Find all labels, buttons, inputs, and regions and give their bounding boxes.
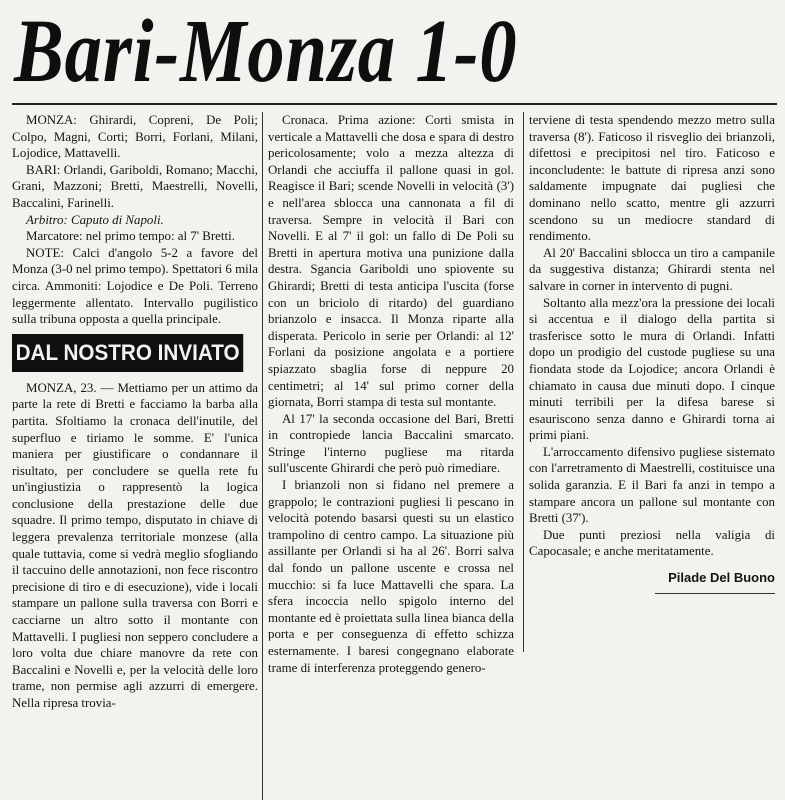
byline-rule: [655, 593, 775, 594]
column-3: [529, 112, 775, 594]
article-paragraph: I brianzoli non si fidano nel premere a grappolo; le contrazioni pugliesi li pescano in velocità potendo basarsi questi su un elastico trampolino di centro campo. La situazione più assillante per Orlandi si ha al 26'. Borri salva dal fondo un pallone uscente e crossa nel mucchio: si fa luce Mattavelli che spara. La sfera incoccia nello spigolo interno del montante ed è proiettata sulla linea bianca della porta e per conseguenza di effetto schizza esternamente. I baresi congegnano elaborate trame di interferenza proteggendo genero-: [268, 478, 514, 675]
article-paragraph: Al 20' Baccalini sblocca un tiro a campanile da suggestiva distanza; Ghirardi stenta nel salvare in corner in intervento di pugni.: [529, 245, 775, 293]
referee-line: Arbitro: Caputo di Napoli.: [26, 212, 164, 227]
headline: Bari-Monza 1-0: [14, 2, 518, 101]
article-paragraph: terviene di testa spendendo mezzo metro sulla traversa (8'). Faticoso il risveglio dei brianzoli, difettosi e precipitosi nel tiro. Faticoso e inconcludente: le battute di ripresa anzi sono saldamente impugnate dai pugliesi che dominano nello scatto, mentre gli azzurri scendono su un mediocre standard di rendimento.: [529, 113, 775, 244]
section-banner: DAL NOSTRO INVIATO: [12, 334, 243, 372]
column-divider: [262, 112, 263, 800]
author-byline: Pilade Del Buono: [668, 570, 775, 586]
article-paragraph: MONZA, 23. — Mettiamo per un attimo da parte la rete di Bretti e facciamo la barba alla partita. Sfoltiamo la cronaca dell'inutile, del superfluo e tiriamo le somme. E' l'unica maniera per giustificare o condannare il risultato, per concludere se quella rete fu un'ingiustizia o rappresentò la logica conclusione della prestazione delle due squadre. Il primo tempo, disputato in chiave di leggera prevalenza territoriale monzese (alla quale tuttavia, come si vedrà meglio sfogliando il taccuino delle annotazioni, non fece riscontro precisione di tiro e di esecuzione), vide i locali stampare un pallone sulla traversa con Borri e cacciarne un altro sotto il montante con Mattavelli. I pugliesi non seppero concludere a loro volta due chiare manovre da rete con Baccalini e Novelli e, per la velocità delle loro trame, non permise agli azzurri di emergere. Nella ripresa trovia-: [12, 380, 258, 710]
article-paragraph: Cronaca. Prima azione: Corti smista in verticale a Mattavelli che dosa e spara di destro pericolosamente; volo a mezza altezza di Orlandi che acciuffa il pallone quasi in gol. Reagisce il Bari; scende Novelli in velocità (3') e nell'area sblocca una cannonata a fil di traversa. Sempre in velocità il Bari con Novelli. E al 7' il gol: un fallo di De Poli su Bretti in apertura motiva una punizione dalla destra. Sgancia Gariboldi uno spiovente su Ghirardi; Bretti di testa anticipa l'uscita (forse con un briciolo di ritardo) del guardiano brianzolo e insacca. Il Monza riparte alla disperata. Pericolo in serie per Orlandi: al 12' Forlani da posizione angolata e a portiere spiazzato sbaglia forse di neppure 20 centimetri; al 14' sul primo corner della giornata, Borri stampa di testa sul montante.: [268, 113, 514, 410]
article-paragraph: Soltanto alla mezz'ora la pressione dei locali si accentua e il dialogo della partita si trasferisce sotto le mura di Orlandi. Infatti dopo un prodigio del custode pugliese su una fiondata stode da Lojodice; ancora Orlandi è chiamato in causa due minuti dopo. I cinque minuti terribili per la difesa barese si esauriscono senza danno e Ghirardi torna ai primi piani.: [529, 295, 775, 443]
article-paragraph: Due punti preziosi nella valigia di Capocasale; e anche meritatamente.: [529, 527, 775, 559]
article-paragraph: Al 17' la seconda occasione del Bari, Bretti in contropiede lancia Baccalini smarcato. Stringe l'interno pugliese ma ritarda sull'uscente Ghirardi che però può rimediare.: [268, 411, 514, 476]
lineup-monza: MONZA: Ghirardi, Copreni, De Poli; Colpo, Magni, Corti; Borri, Forlani, Milani, Lojodice, Mattavelli.: [12, 113, 258, 161]
article-paragraph: L'arroccamento difensivo pugliese sistemato con l'arretramento di Maestrelli, costituisce una solida garanzia. E il Bari fa anzi in tempo a stampare ancora un pallone sul montante con Bretti (37').: [529, 444, 775, 526]
column-1: [12, 112, 258, 712]
lineup-bari: BARI: Orlandi, Gariboldi, Romano; Macchi, Grani, Mazzoni; Bretti, Maestrelli, Novelli, Baccalini, Farinelli.: [12, 162, 258, 210]
column-2: [268, 112, 514, 676]
scorer-line: Marcatore: nel primo tempo: al 7' Bretti.: [26, 229, 235, 244]
headline-rule: [12, 103, 777, 105]
match-notes: NOTE: Calci d'angolo 5-2 a favore del Monza (3-0 nel primo tempo). Spettatori 6 mila circa. Ammoniti: Lojodice e De Poli. Terreno leggermente allentato. Intervallo pugilistico sulla tribuna opposta a quella principale.: [12, 245, 258, 327]
column-divider: [523, 112, 524, 652]
